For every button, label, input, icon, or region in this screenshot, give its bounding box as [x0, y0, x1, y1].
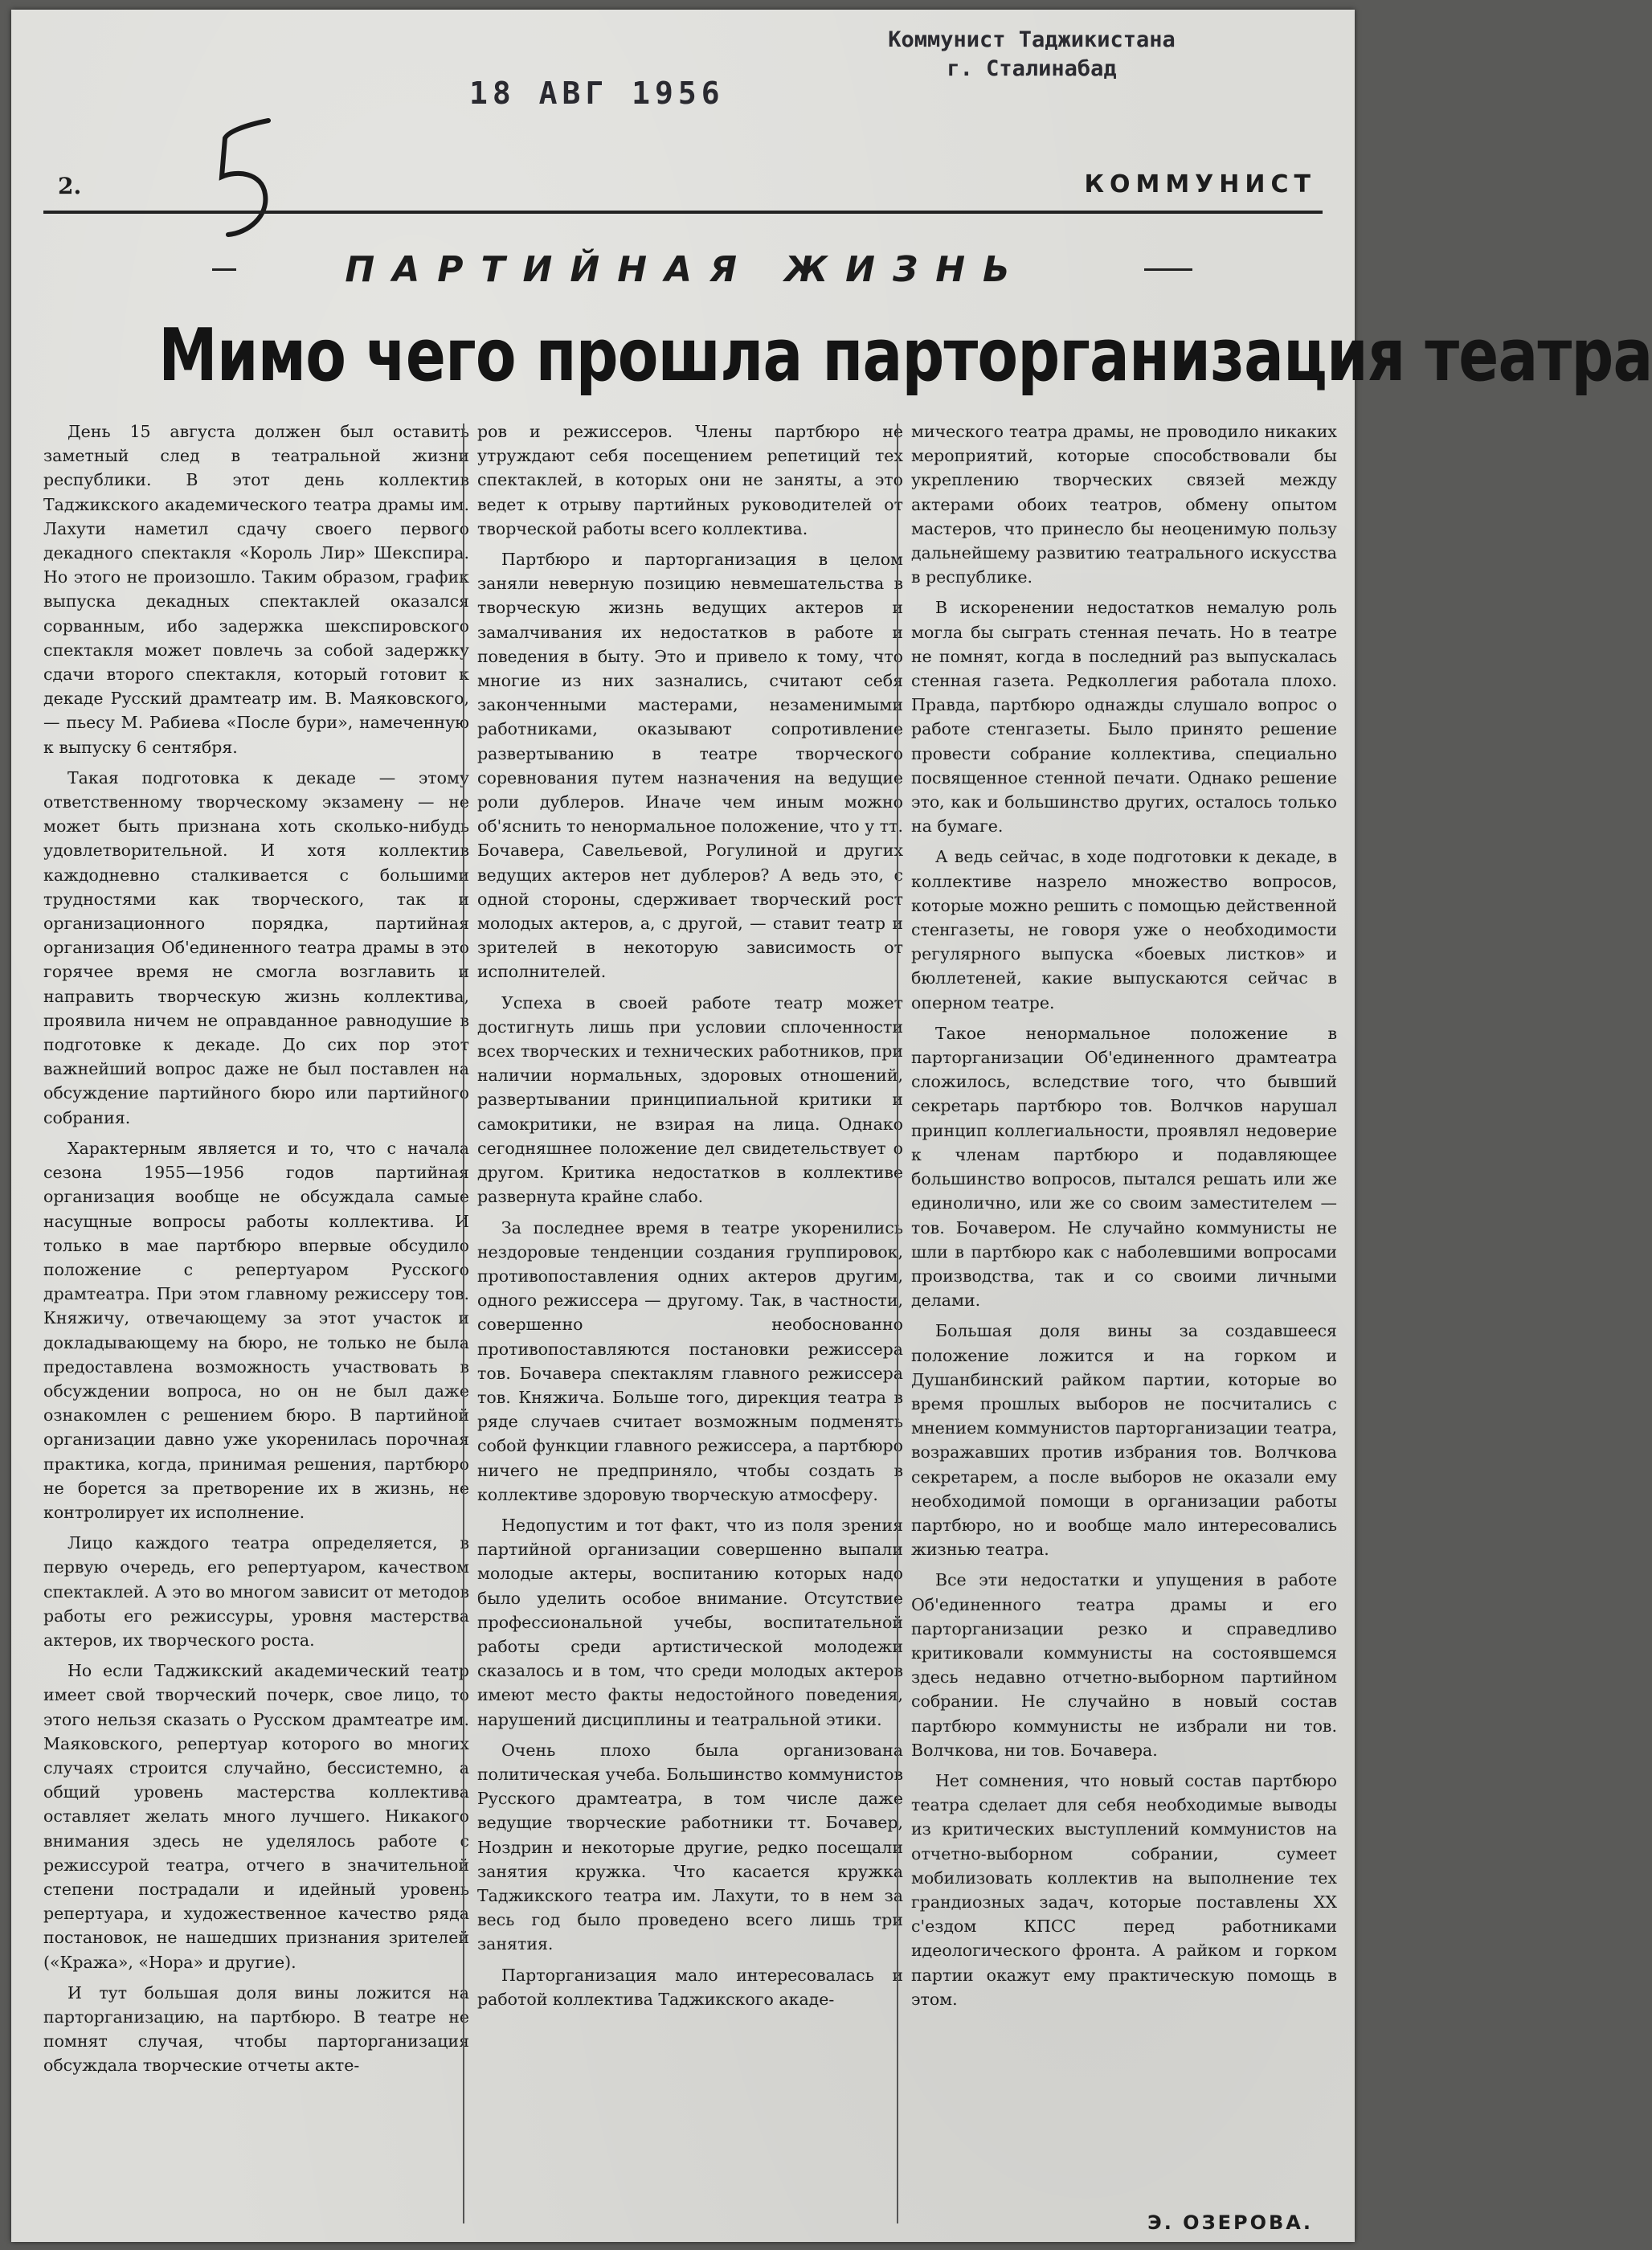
- stamp-newspaper-title: Коммунист Таджикистана: [888, 27, 1176, 52]
- article-column-1: [43, 419, 469, 2228]
- paragraph: Такое ненормальное положение в парторганизации Об'единенного драмтеатра сложилось, вследствие того, что бывший секретарь партбюро тов. Волчков нарушал принцип коллегиальности, проявлял недоверие к членам партбюро и подавляющее большинство вопросов, пытался решать или же единолично, или же со своим заместителем — тов. Бочавером. Не случайно коммунисты не шли в партбюро как с наболевшими вопросами производства, так и со своими личными делами.: [911, 1023, 1337, 1311]
- paragraph: Успеха в своей работе театр может достигнуть лишь при условии сплоченности всех творческих и технических работников, при наличии нормальных, здоровых отношений, развертывании принципиальной критики и самокритики, не взирая на лица. Однако сегодняшнее положение дел свидетельствует о другом. Критика недостатков в коллективе развернута крайне слабо.: [477, 992, 903, 1207]
- paragraph: Нет сомнения, что новый состав партбюро театра сделает для себя необходимые выводы из критических выступлений коммунистов на отчетно-выборном собрании, сумеет мобилизовать коллектив на выполнение тех грандиозных задач, которые поставлены XX с'ездом КПСС перед работниками идеологического фронта. А райком и горком партии окажут ему практическую помощь в этом.: [911, 1770, 1337, 2009]
- paragraph: мического театра драмы, не проводило никаких мероприятий, которые способствовали бы укреплению творческих связей между актерами обоих театров, обмену опытом мастеров, что принесло бы неоценимую пользу дальнейшему развитию театрального искусства в республике.: [911, 422, 1337, 587]
- library-stamp: [855, 26, 1208, 84]
- paragraph: А ведь сейчас, в ходе подготовки к декаде, в коллективе назрело множество вопросов, которые можно решить с помощью действенной стенгазеты, не говоря уже о необходимости регулярного выпуска «боевых листков» и бюллетеней, какие выпускаются сейчас в оперном театре.: [911, 847, 1337, 1012]
- stamp-date: 18 АВГ 1956: [469, 76, 725, 111]
- paragraph: Очень плохо была организована политическая учеба. Большинство коммунистов Русского драмтеатра, в том числе даже ведущие творческие работники тт. Бочавер, Ноздрин и некоторые другие, редко посещали занятия кружка. Что касается кружка Таджикского театра им. Лахути, то в нем за весь год было проведено всего лишь три занятия.: [477, 1740, 903, 1954]
- paragraph: В искоренении недостатков немалую роль могла бы сыграть стенная печать. Но в театре не помнят, когда в последний раз выпускалась стенная газета. Редколлегия работала плохо. Правда, партбюро однажды слушало вопрос о работе стенгазеты. Было принято решение провести собрание коллектива, специально посвященное стенной печати. Однако решение это, как и большинство других, осталось только на бумаге.: [911, 598, 1337, 837]
- paragraph: Партбюро и парторганизация в целом заняли неверную позицию невмешательства в творческую жизнь ведущих актеров и замалчивания их недостатков в работе и поведения в быту. Это и привело к тому, что многие из них зазнались, считают себя законченными мастерами, незаменимыми работниками, оказывают сопротивление развертыванию в театре творческого соревнования путем назначения на ведущие роли дублеров. Иначе чем иным можно об'яснить то ненормальное положение, что у тт. Бочавера, Савельевой, Рогулиной и других ведущих актеров нет дублеров? А ведь это, с одной стороны, сдерживает творческий рост молодых актеров, а, с другой, — ставит театр и зрителей в некоторую зависимость от исполнителей.: [477, 550, 903, 982]
- newspaper-name: КОММУНИСТ: [1084, 170, 1316, 198]
- paragraph: Характерным является и то, что с начала сезона 1955—1956 годов партийная организация вообще не обсуждала самые насущные вопросы работы коллектива. И только в мае партбюро впервые обсудило положение с репертуаром Русского драмтеатра. При этом главному режиссеру тов. Княжичу, отвечающему за этот участок и докладывающему на бюро, не только не была предоставлена возможность участвовать в обсуждении вопроса, но он не был даже ознакомлен с решением бюро. В партийной организации давно уже укоренилась порочная практика, когда, принимая решения, партбюро не борется за претворение их в жизнь, не контролирует их исполнение.: [43, 1138, 469, 1522]
- stamp-city: г. Сталинабад: [947, 56, 1117, 81]
- header-rule: [43, 211, 1323, 214]
- paragraph: И тут большая доля вины ложится на парторганизацию, на партбюро. В театре не помнят случая, чтобы парторганизация обсуждала творческие отчеты акте-: [43, 1982, 469, 2076]
- paragraph: Такая подготовка к декаде — этому ответственному творческому экзамену — не может быть признана хоть сколько-нибудь удовлетворительной. И хотя коллектив каждодневно сталкивается с большими трудностями как творческого, так и организационного порядка, партийная организация Об'единенного театра драмы в это горячее время не смогла возглавить и направить творческую жизнь коллектива, проявила ничем не оправданное равнодушие в подготовке к декаде. До сих пор этот важнейший вопрос даже не был поставлен на обсуждение партийного бюро или партийного собрания.: [43, 767, 469, 1127]
- paragraph: Парторганизация мало интересовалась и работой коллектива Таджикского акаде-: [477, 1965, 903, 2009]
- author-signature: Э. ОЗЕРОВА.: [1147, 2211, 1313, 2234]
- paragraph: Лицо каждого театра определяется, в первую очередь, его репертуаром, качеством спектаклей. А это во многом зависит от методов работы его режиссуры, уровня мастерства актеров, их творческого роста.: [43, 1533, 470, 1650]
- section-rule-right: [1144, 268, 1192, 271]
- newspaper-clipping: [11, 10, 1652, 2242]
- paragraph: Недопустим и тот факт, что из поля зрения партийной организации совершенно выпали молодые актеры, воспитанию которых надо было уделить особое внимание. Отсутствие профессиональной учебы, воспитательной работы среди артистической молодежи сказалось и в том, что среди молодых актеров имеют место факты недостойного поведения, нарушений дисциплины и театральной этики.: [477, 1515, 903, 1729]
- paragraph: Но если Таджикский академический театр имеет свой творческий почерк, свое лицо, то этого нельзя сказать о Русском драмтеатре им. Маяковского, репертуар которого во многих случаях строится случайно, бессистемно, а общий уровень мастерства коллектива оставляет желать много лучшего. Никакого внимания здесь не уделялось работе с режиссурой театра, отчего в значительной степени пострадали и идейный уровень репертуара, и художественное качество ряда постановок, не нашедших признания зрителей («Кража», «Нора» и другие).: [43, 1661, 469, 1972]
- paragraph: Все эти недостатки и упущения в работе Об'единенного театра драмы и его парторганизации резко и справедливо критиковали коммунисты на состоявшемся здесь недавно отчетно-выборном партийном собрании. Не случайно в новый состав партбюро коммунисты не избрали ни тов. Волчкова, ни тов. Бочавера.: [911, 1570, 1337, 1760]
- paragraph: ров и режиссеров. Члены партбюро не утруждают себя посещением репетиций тех спектаклей, в которых они не заняты, а это ведет к отрыву партийных руководителей от творческой работы всего коллектива.: [477, 422, 903, 538]
- column-divider: [897, 423, 898, 2223]
- paragraph: Большая доля вины за создавшееся положение ложится и на горком и Душанбинский райком партии, которые во время прошлых выборов не посчитались с мнением коммунистов парторганизации театра, возражавших против избрания тов. Волчкова секретарем, а после выборов не оказали ему необходимой помощи в организации работы партбюро, но и вообще мало интересовались жизнью театра.: [911, 1321, 1337, 1560]
- column-divider: [463, 423, 464, 2223]
- paragraph: День 15 августа должен был оставить заметный след в театральной жизни республики. В этот день коллектив Таджикского академического театра драмы им. Лахути наметил сдачу своего первого декадного спектакля «Король Лир» Шекспира. Но этого не произошло. Таким образом, график выпуска декадных спектаклей оказался сорванным, ибо задержка шекспировского спектакля может повлечь за собой задержку сдачи второго спектакля, который готовит к декаде Русский драмтеатр им. В. Маяковского, — пьесу М. Рабиева «После бури», намеченную к выпуску 6 сентября.: [43, 422, 469, 757]
- page-number: 2.: [58, 173, 82, 199]
- article-column-3: [911, 419, 1337, 2228]
- article-column-2: [477, 419, 903, 2228]
- section-title: ПАРТИЙНАЯ ЖИЗНЬ: [345, 249, 1028, 290]
- article-headline: Мимо чего прошла парторганизация театра: [158, 313, 1652, 398]
- handwritten-mark-icon: [212, 114, 284, 243]
- paragraph: За последнее время в театре укоренились нездоровые тенденции создания группировок, противопоставления одних актеров другим, одного режиссера — другому. Так, в частности, совершенно необоснованно противопоставляются постановки режиссера тов. Бочавера спектаклям главного режиссера тов. Княжича. Больше того, дирекция театра в ряде случаев считает возможным подменять собой функции главного режиссера, а партбюро ничего не предприняло, чтобы создать в коллективе здоровую творческую атмосферу.: [477, 1217, 903, 1504]
